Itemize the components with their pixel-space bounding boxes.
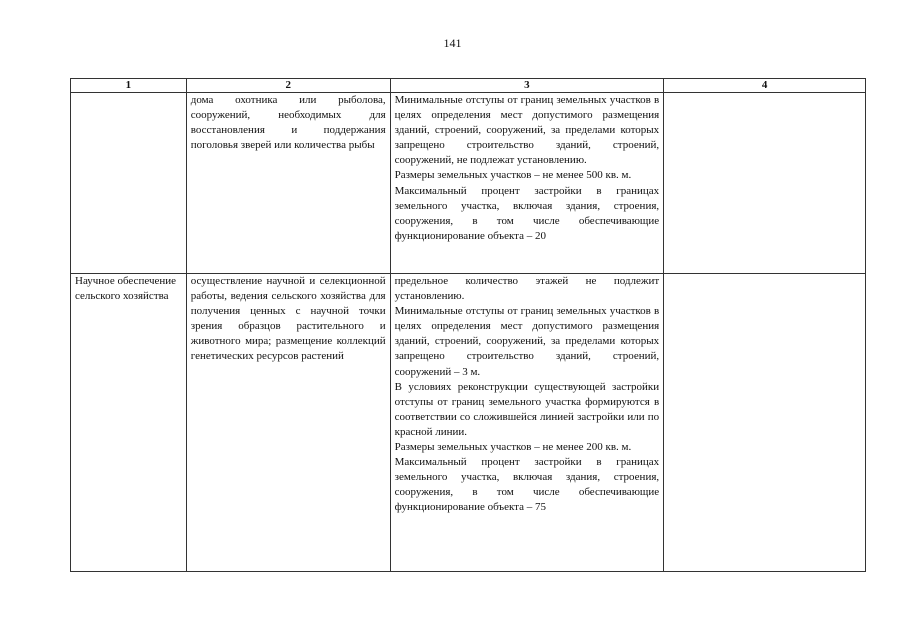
table-cell-use-description [186,274,390,572]
column-header: 4 [664,79,866,93]
page-number: 141 [443,36,462,50]
table-cell-notes [664,93,866,274]
cell-paragraph: Размеры земельных участков – не менее 500 кв. м. [394,169,632,182]
zoning-table [70,78,866,572]
cell-paragraph: Размеры земельных участков – не менее 200 кв. м. [394,441,632,454]
table-cell-use-name [71,93,187,274]
column-header: 1 [71,79,187,93]
cell-paragraph: В условиях реконструкции существующей застройки отступы от границ земельного участка формируются в соответствии со сложившейся линией застройки или по красной линии. [394,380,660,438]
cell-paragraph: Максимальный процент застройки в границах земельного участка, включая здания, строения, сооружения, в том числе обеспечивающие функционирование объекта – 20 [394,184,660,242]
column-header: 2 [186,79,390,93]
cell-paragraph: осуществление научной и селекционной работы, ведения сельского хозяйства для получения ценных с научной точки зрения образцов растительного и животного мира; размещение коллекций генетических ресурсов растений [190,275,386,363]
cell-paragraph: Максимальный процент застройки в границах земельного участка, включая здания, строения, сооружения, в том числе обеспечивающие функционирование объекта – 75 [394,456,660,514]
cell-paragraph: Минимальные отступы от границ земельных участков в целях определения мест допустимого размещения зданий, строений, сооружений, за пределами которых запрещено строительство зданий, строений, сооружений, не подлежат установлению. [394,94,660,167]
cell-paragraph: Минимальные отступы от границ земельных участков в целях определения мест допустимого размещения зданий, строений, сооружений, за пределами которых запрещено строительство зданий, строений, сооружений – 3 м. [394,305,660,378]
table-row [71,274,866,572]
table-cell-parameters [390,274,664,572]
column-header: 3 [390,79,664,93]
table-header-row [71,79,866,93]
cell-paragraph: дома охотника или рыболова, сооружений, необходимых для восстановления и поддержания поголовья зверей или количества рыбы [190,94,386,152]
table-cell-use-name: Научное обеспечение сельского хозяйства [71,274,187,572]
cell-paragraph: предельное количество этажей не подлежит установлению. [394,275,660,303]
table-cell-parameters [390,93,664,274]
table-cell-notes [664,274,866,572]
table-row [71,93,866,274]
table-cell-use-description [186,93,390,274]
